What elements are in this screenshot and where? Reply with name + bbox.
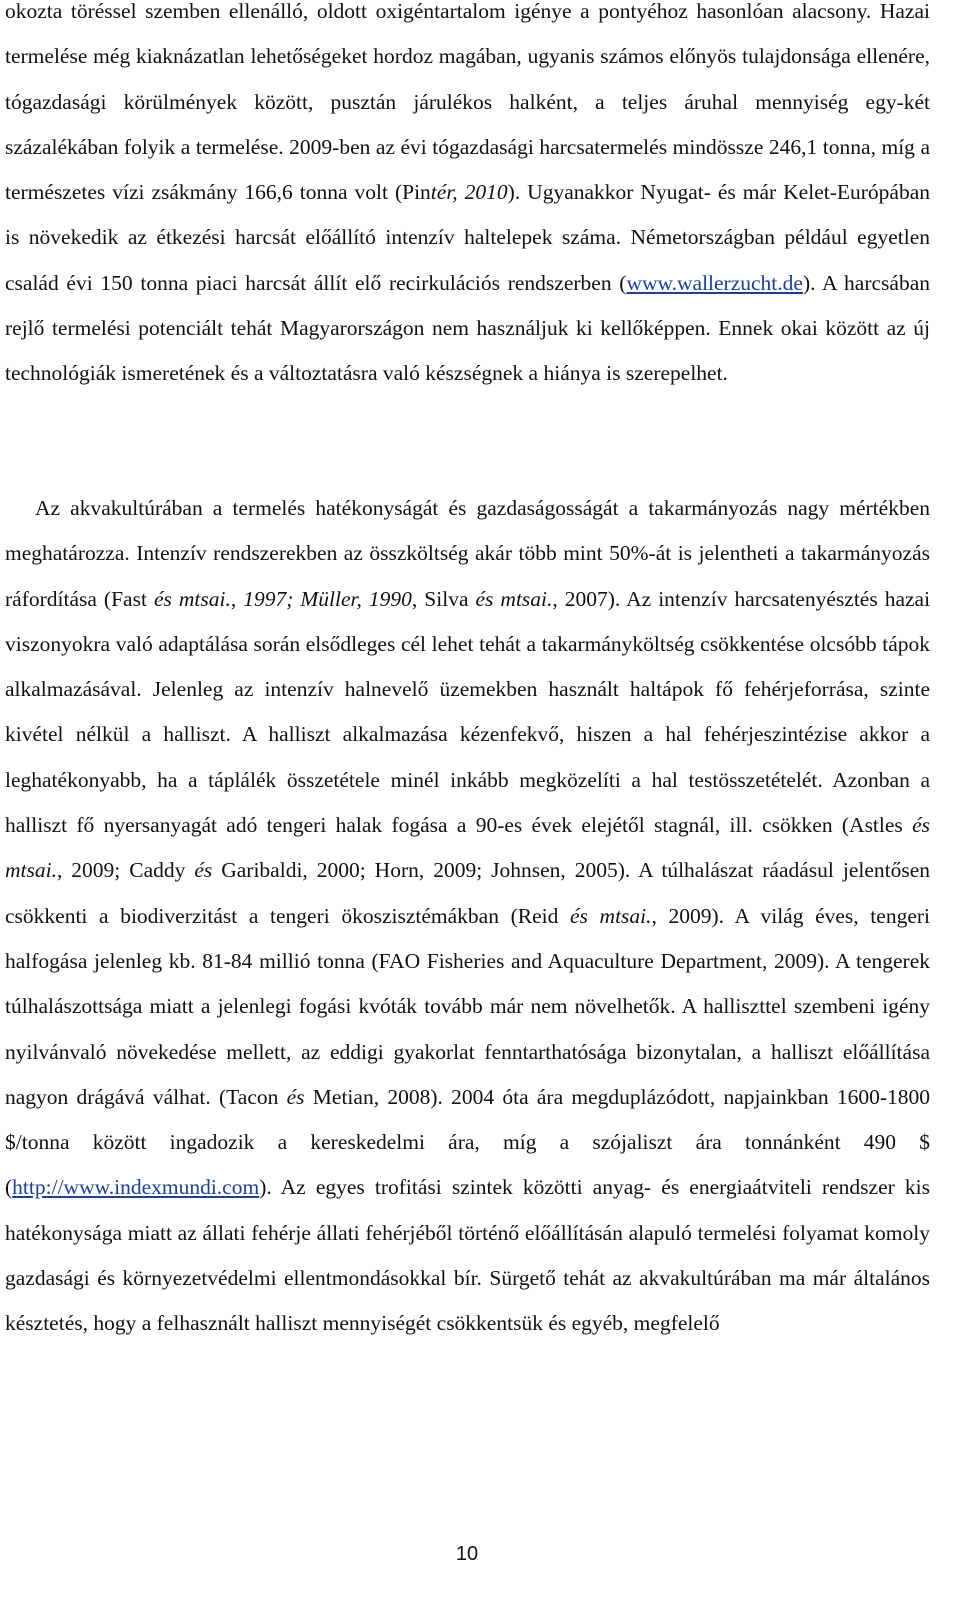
paragraph-feed-fishmeal: [5, 486, 930, 1347]
text-run: , 2009). A világ éves, tengeri halfogása jelenleg kb. 81-84 millió tonna (FAO Fisheries and Aquaculture Department, 2009). A tengerek túlhalászottsága miatt a jelenlegi fogási kvóták tovább már nem növelhetők. A halliszttel szembeni igény nyilvánvaló növekedése mellett, az eddigi gyakorlat fenntarthatósága bizonytalan, a halliszt előállítása nagyon drágává válhat. (Tacon: [5, 903, 930, 1109]
text-run: , 2009; Caddy: [56, 858, 195, 883]
italic-text: és mtsai.: [5, 813, 930, 883]
text-run: okozta töréssel szemben ellenálló, oldott oxigéntartalom igénye a pontyéhoz hasonlóan alacsony. Hazai termelése még kiaknázatlan lehetőségeket hordoz magában, ugyanis számos előnyös tulajdonsága ellenére, tógazdasági körülmények között, pusztán járulékos halként, a teljes áruhal mennyiség egy-két százalékában folyik a termelése. 2009-ben az évi tógazdasági harcsatermelés mindössze 246,1 tonna, míg a természetes vízi zsákmány 166,6 tonna volt (Pin: [5, 0, 930, 205]
hyperlink[interactable]: http://www.indexmundi.com: [12, 1175, 260, 1200]
italic-text: és mtsai.: [475, 586, 553, 611]
text-run: , 2007). Az intenzív harcsatenyésztés hazai viszonyokra való adaptálása során elsődleges cél lehet tehát a takarmányköltség csökkentése olcsóbb tápok alkalmazásával. Jelenleg az intenzív halnevelő üzemekben használt haltápok fő fehérjeforrása, szinte kivétel nélkül a halliszt. A halliszt alkalmazása kézenfekvő, hiszen a hal fehérjeszintézise akkor a leghatékonyabb, ha a táplálék összetétele minél inkább megközelíti a hal testösszetételét. Azonban a halliszt fő nyersanyagát adó tengeri halak fogása a 90-es évek elejétől stagnál, ill. csökken (Astles: [5, 586, 931, 838]
italic-text: és: [194, 858, 213, 883]
text-run: ). Ugyanakkor Nyugat- és már Kelet-Európában is növekedik az étkezési harcsát előállító intenzív haltelepek száma. Németországban például egyetlen család évi 150 tonna piaci harcsát állít elő recirkulációs rendszerben (: [5, 180, 930, 295]
italic-text: és: [286, 1084, 305, 1109]
text-run: ). A harcsában rejlő termelési potenciált tehát Magyarországon nem használjuk ki kellőképpen. Ennek okai között az új technológiák ismeretének és a változtatásra való készségnek a hiánya is szerepelhet.: [5, 270, 930, 386]
text-run: Garibaldi, 2000; Horn, 2009; Johnsen, 2005). A túlhalászat ráadásul jelentősen csökkenti a biodiverzitást a tengeri ökoszisztémákban (Reid: [5, 858, 931, 928]
italic-text: és mtsai.: [153, 586, 231, 611]
paragraph-catfish-production: [5, 0, 930, 397]
italic-text: 1997; Müller, 1990: [243, 586, 412, 611]
italic-text: és mtsai.: [570, 903, 652, 928]
page-number: 10: [455, 1543, 479, 1565]
text-run: ). Az egyes trofitási szintek közötti anyag- és energiaátviteli rendszer kis hatékonysága miatt az állati fehérje állati fehérjéből történő előállításán alapuló termelési folyamat komoly gazdasági és környezetvédelmi ellentmondásokkal bír. Sürgető tehát az akvakultúrában ma már általános késztetés, hogy a felhasznált halliszt mennyiségét csökkentsük és egyéb, megfelelő: [5, 1175, 930, 1336]
hyperlink[interactable]: www.wallerzucht.de: [626, 270, 803, 295]
text-run: ,: [230, 586, 244, 611]
text-run: Metian, 2008). 2004 óta ára megduplázódott, napjainkban 1600-1800 $/tonna között ingadozik a kereskedelmi ára, míg a szójaliszt ára tonnánként 490 $ (: [5, 1084, 930, 1200]
italic-text: tér, 2010: [430, 180, 508, 205]
text-run: Az akvakultúrában a termelés hatékonyságát és gazdaságosságát a takarmányozás nagy mértékben meghatározza. Intenzív rendszerekben az összköltség akár több mint 50%-át is jelentheti a takarmányozás ráfordítása (Fast: [5, 496, 930, 611]
text-run: , Silva: [411, 586, 476, 611]
